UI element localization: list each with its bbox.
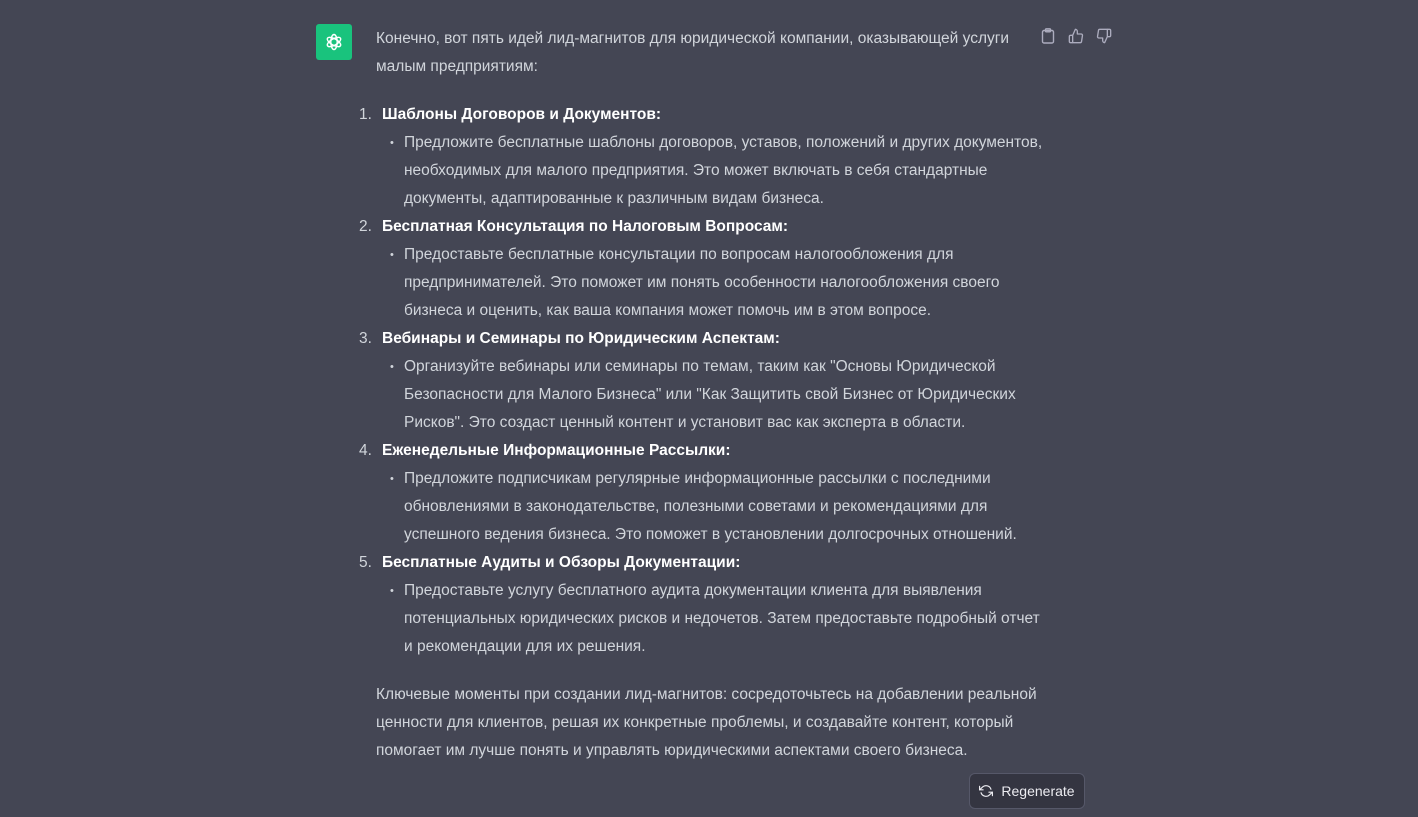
item-details bbox=[382, 577, 1041, 661]
list-item bbox=[359, 437, 1041, 549]
thumbs-down-icon bbox=[1096, 28, 1112, 44]
item-details bbox=[382, 241, 1041, 325]
item-title: Бесплатная Консультация по Налоговым Вопросам: bbox=[382, 218, 789, 235]
item-detail bbox=[382, 577, 1044, 661]
message-intro: Конечно, вот пять идей лид-магнитов для юридической компании, оказывающей услуги малым предприятиям: bbox=[376, 30, 1010, 75]
item-number: 1. bbox=[359, 106, 372, 123]
openai-logo-icon bbox=[316, 24, 352, 60]
message-actions bbox=[1038, 26, 1114, 46]
item-detail bbox=[382, 129, 1044, 213]
item-detail bbox=[382, 465, 1044, 549]
copy-button[interactable] bbox=[1038, 26, 1058, 46]
item-number: 5. bbox=[359, 554, 372, 571]
bullet-icon: • bbox=[390, 361, 394, 373]
regenerate-label: Regenerate bbox=[1001, 783, 1075, 799]
item-detail bbox=[382, 353, 1044, 437]
dislike-button[interactable] bbox=[1094, 26, 1114, 46]
bullet-icon: • bbox=[390, 585, 394, 597]
like-button[interactable] bbox=[1066, 26, 1086, 46]
regenerate-button[interactable] bbox=[969, 773, 1085, 809]
ideas-list bbox=[359, 101, 1043, 661]
list-item bbox=[359, 325, 1041, 437]
item-detail-text: Предложите бесплатные шаблоны договоров, уставов, положений и других документов, необходимых для малого предприятия. Это может включать в себя стандартные документы, адаптированные к различным видам бизнеса. bbox=[404, 134, 1043, 207]
item-detail-text: Предложите подписчикам регулярные информационные рассылки с последними обновлениями в законодательстве, полезными советами и рекомендациями для успешного ведения бизнеса. Это поможет в установлении долгосрочных отношений. bbox=[404, 470, 1017, 543]
item-details bbox=[382, 129, 1041, 213]
refresh-icon bbox=[979, 784, 993, 798]
bullet-icon: • bbox=[390, 249, 394, 261]
item-title: Шаблоны Договоров и Документов: bbox=[382, 106, 662, 123]
item-number: 4. bbox=[359, 442, 372, 459]
item-title: Бесплатные Аудиты и Обзоры Документации: bbox=[382, 554, 741, 571]
item-details bbox=[382, 465, 1041, 549]
item-detail-text: Организуйте вебинары или семинары по темам, таким как "Основы Юридической Безопасности для Малого Бизнеса" или "Как Защитить свой Бизнес от Юридических Рисков". Это создаст ценный контент и установит вас как эксперта в области. bbox=[404, 358, 1016, 431]
bullet-icon: • bbox=[390, 137, 394, 149]
list-item bbox=[359, 213, 1041, 325]
list-item bbox=[359, 101, 1043, 213]
item-number: 2. bbox=[359, 218, 372, 235]
item-title: Еженедельные Информационные Рассылки: bbox=[382, 442, 731, 459]
message-summary: Ключевые моменты при создании лид-магнитов: сосредоточьтесь на добавлении реальной ценности для клиентов, решая их конкретные проблемы, и создавайте контент, который помогает им лучше понять и управлять юридическими аспектами своего бизнеса. bbox=[376, 686, 1037, 759]
item-number: 3. bbox=[359, 330, 372, 347]
item-title: Вебинары и Семинары по Юридическим Аспектам: bbox=[382, 330, 780, 347]
item-detail bbox=[382, 241, 1044, 325]
bullet-icon: • bbox=[390, 473, 394, 485]
message-content bbox=[359, 25, 1043, 765]
item-details bbox=[382, 353, 1041, 437]
list-item bbox=[359, 549, 1041, 661]
clipboard-icon bbox=[1041, 28, 1055, 44]
item-detail-text: Предоставьте услугу бесплатного аудита документации клиента для выявления потенциальных юридических рисков и недочетов. Затем предоставьте подробный отчет и рекомендации для их решения. bbox=[404, 582, 1040, 655]
item-detail-text: Предоставьте бесплатные консультации по вопросам налогообложения для предпринимателей. Это поможет им понять особенности налогообложения своего бизнеса и оценить, как ваша компания может помочь им в этом вопросе. bbox=[404, 246, 1000, 319]
thumbs-up-icon bbox=[1068, 28, 1084, 44]
